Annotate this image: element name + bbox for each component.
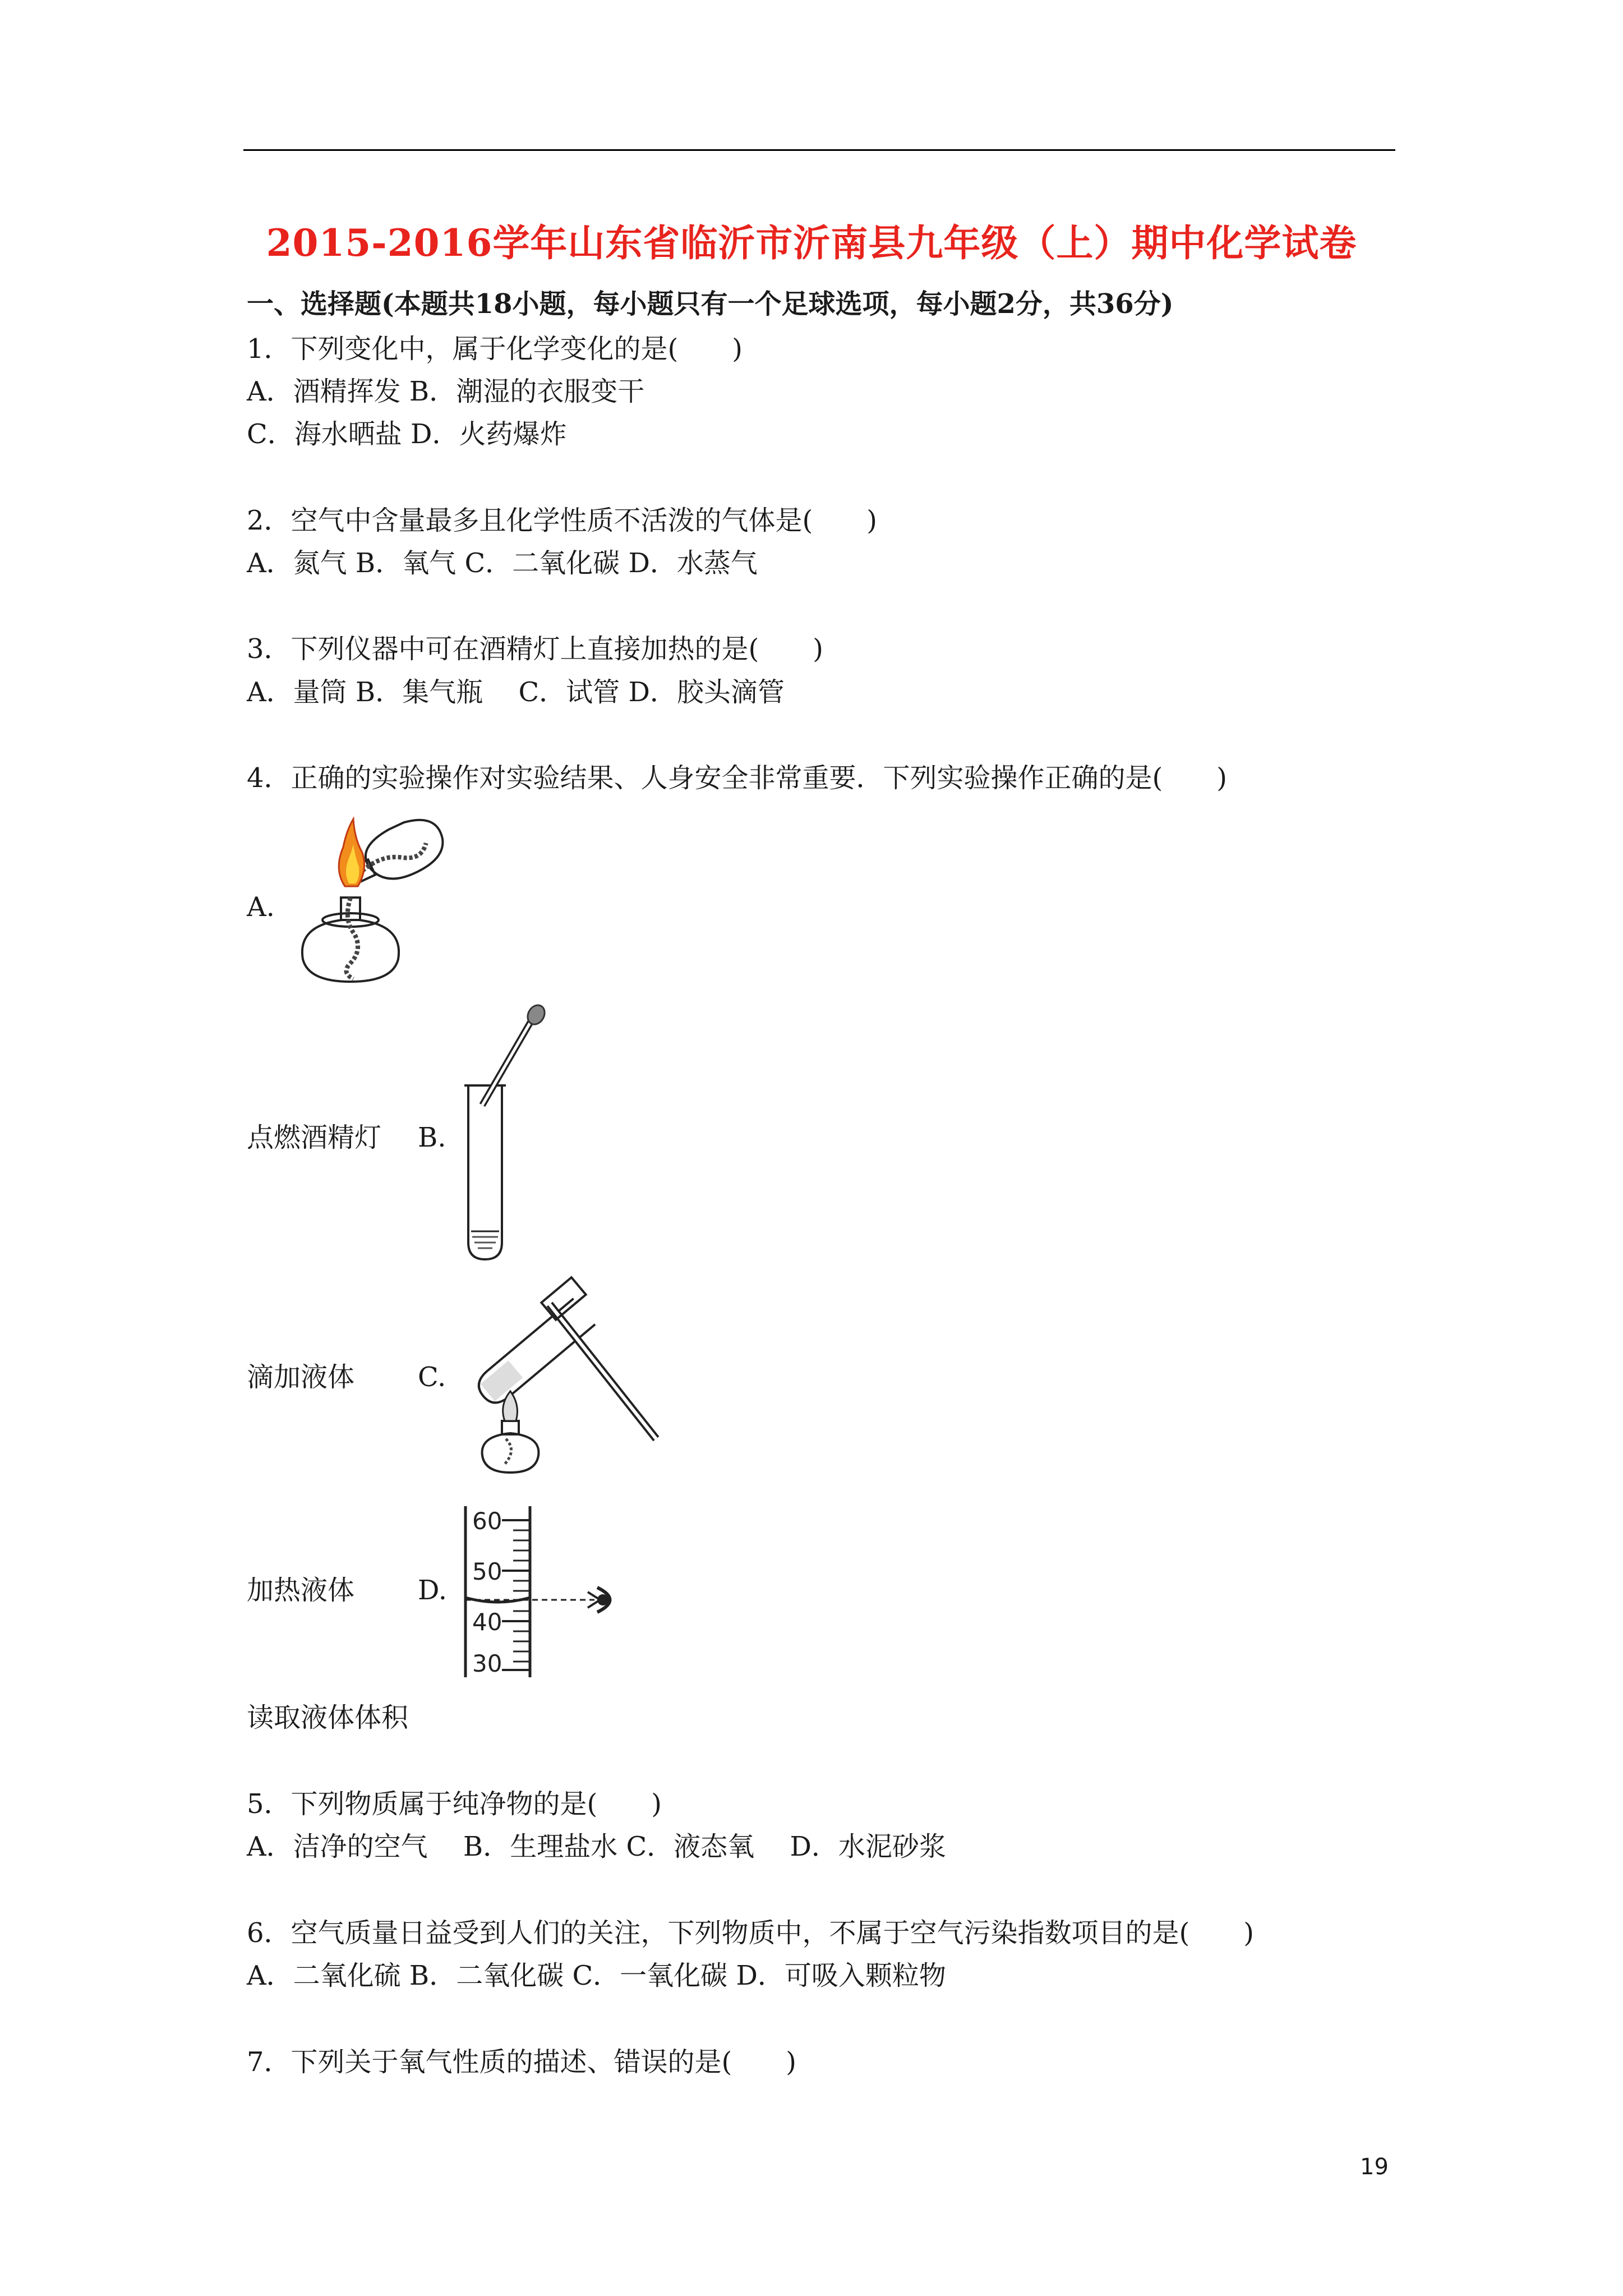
question-5-options: A．洁净的空气 B．生理盐水 C．液态氧 D．水泥砂浆	[247, 1831, 946, 1862]
question-5-stem: 5．下列物质属于纯净物的是( )	[247, 1788, 662, 1820]
scale-label-30: 30	[472, 1650, 502, 1677]
figure-b-letter: B.	[418, 1122, 446, 1153]
figure-b-caption: 滴加液体	[247, 1361, 355, 1393]
figure-c-letter: C.	[418, 1361, 446, 1393]
figure-d-letter: D.	[418, 1575, 448, 1606]
question-1-options-cd: C．海水晒盐 D．火药爆炸	[247, 418, 567, 450]
graduated-cylinder-reading-figure	[460, 1503, 639, 1683]
figure-c-caption: 加热液体	[247, 1575, 355, 1606]
figure-d-caption: 读取液体体积	[247, 1702, 409, 1733]
scale-label-60: 60	[472, 1507, 502, 1535]
question-2-stem: 2．空气中含量最多且化学性质不活泼的气体是( )	[247, 505, 877, 536]
figure-a-caption: 点燃酒精灯	[247, 1122, 382, 1153]
question-2-options: A．氮气 B．氧气 C．二氧化碳 D．水蒸气	[247, 547, 758, 579]
section-heading: 一、选择题(本题共18小题，每小题只有一个足球选项，每小题2分，共36分)	[247, 288, 1174, 320]
page-number: 19	[1360, 2154, 1389, 2180]
question-1-stem: 1．下列变化中，属于化学变化的是( )	[247, 333, 743, 365]
question-3-stem: 3．下列仪器中可在酒精灯上直接加热的是( )	[247, 633, 823, 665]
question-6-options: A．二氧化硫 B．二氧化碳 C．一氧化碳 D．可吸入颗粒物	[247, 1960, 946, 1991]
question-1-options-ab: A．酒精挥发 B．潮湿的衣服变干	[247, 376, 645, 407]
scale-label-40: 40	[472, 1608, 502, 1636]
figure-a-letter: A.	[247, 891, 275, 923]
alcohol-lamp-lighting-figure	[280, 813, 460, 999]
scale-label-50: 50	[472, 1558, 502, 1585]
question-4-stem: 4．正确的实验操作对实验结果、人身安全非常重要．下列实验操作正确的是( )	[247, 762, 1227, 794]
header-rule	[243, 149, 1395, 151]
question-3-options: A．量筒 B．集气瓶 C．试管 D．胶头滴管	[247, 677, 785, 708]
question-6-stem: 6．空气质量日益受到人们的关注，下列物质中，不属于空气污染指数项目的是( )	[247, 1917, 1254, 1949]
page-title: 2015-2016学年山东省临沂市沂南县九年级（上）期中化学试卷	[266, 221, 1357, 265]
heating-liquid-figure	[465, 1271, 667, 1484]
dropper-test-tube-figure	[454, 1007, 550, 1265]
question-7-stem: 7．下列关于氧气性质的描述、错误的是( )	[247, 2046, 796, 2078]
